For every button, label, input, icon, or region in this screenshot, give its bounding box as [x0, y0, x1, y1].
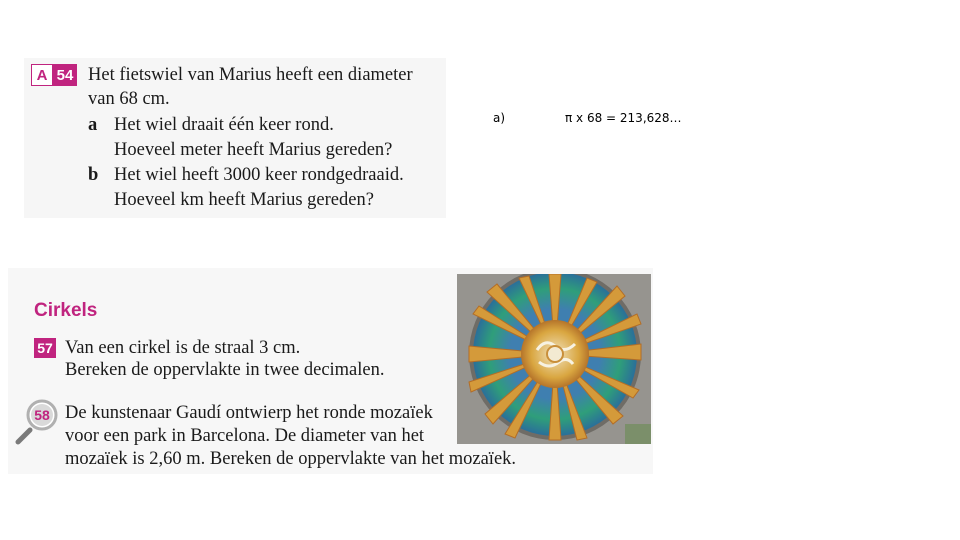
exercise-54-intro-line2: van 68 cm.	[88, 89, 170, 109]
badge-number: 54	[53, 64, 77, 86]
cirkels-panel	[8, 268, 653, 474]
exercise-54-intro-line1: Het fietswiel van Marius heeft een diameter	[88, 65, 413, 85]
part-a-label: a	[88, 115, 98, 135]
exercise-54-panel	[24, 58, 446, 218]
exercise-54-part-a-line2: Hoeveel meter heeft Marius gereden?	[114, 140, 393, 160]
mosaic-photo	[457, 274, 651, 444]
exercise-54-part-a-line1	[88, 114, 334, 136]
answer-label: a)	[493, 111, 506, 125]
exercise-57-badge: 57	[34, 338, 56, 358]
exercise-58-number: 58	[34, 407, 50, 423]
exercise-54-part-b-line2: Hoeveel km heeft Marius gereden?	[114, 190, 374, 210]
section-heading: Cirkels	[34, 300, 98, 321]
answer-text: π x 68 = 213,628…	[565, 111, 682, 125]
part-a-text: Het wiel draait één keer rond.	[114, 115, 334, 135]
exercise-54-badge	[31, 64, 77, 86]
part-b-label: b	[88, 165, 99, 185]
exercise-57-line2: Bereken de oppervlakte in twee decimalen.	[65, 360, 385, 380]
exercise-54-part-b-line1	[88, 164, 404, 186]
magnifier-icon	[12, 398, 60, 446]
exercise-58-line3: mozaïek is 2,60 m. Bereken de oppervlakte van het mozaïek.	[65, 449, 517, 469]
part-b-text: Het wiel heeft 3000 keer rondgedraaid.	[114, 165, 404, 185]
exercise-58-line2: voor een park in Barcelona. De diameter van het	[65, 426, 425, 446]
badge-letter: A	[31, 64, 53, 86]
exercise-58-line1: De kunstenaar Gaudí ontwierp het ronde mozaïek	[65, 403, 433, 423]
exercise-57-line1: Van een cirkel is de straal 3 cm.	[65, 338, 301, 358]
